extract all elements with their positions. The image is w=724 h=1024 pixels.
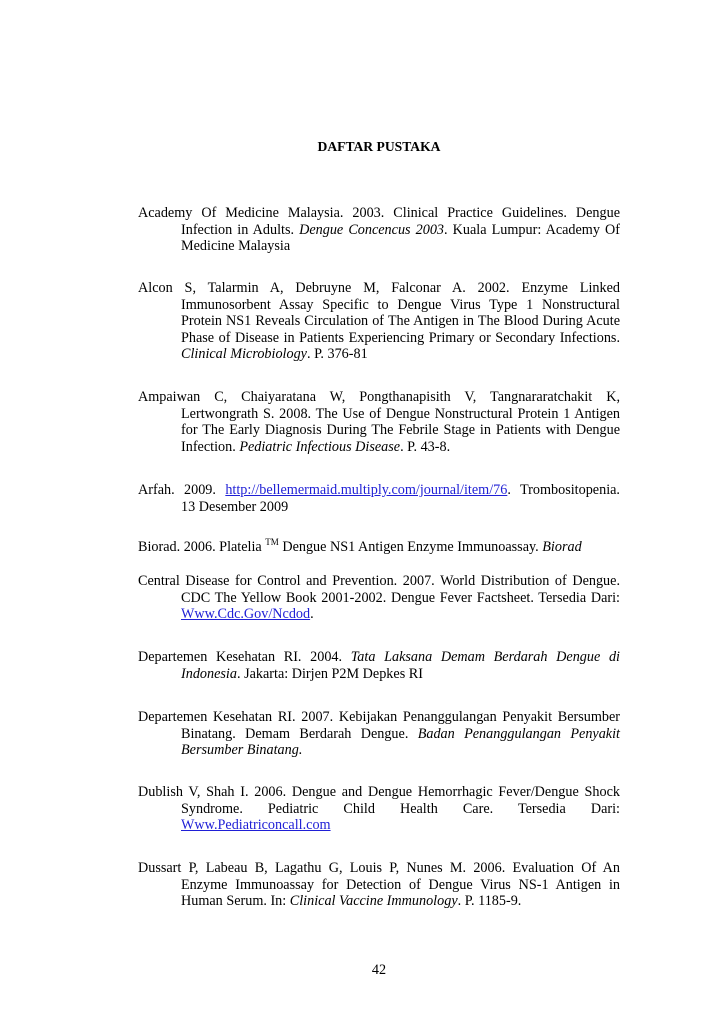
reference-source: Clinical Microbiology	[181, 346, 307, 363]
reference-text: . Kuala Lumpur: Academy Of Medicine Malaysia	[181, 221, 620, 255]
reference-text: Dussart P, Labeau B, Lagathu G, Louis P, Nunes M. 2006. Evaluation Of An Enzyme Immunoassay for Detection of Dengue Virus NS-1 Antigen in Human Serum. In:	[138, 860, 620, 910]
reference-text: Academy Of Medicine Malaysia. 2003. Clinical Practice Guidelines. Dengue Infection in Adults.	[138, 205, 620, 238]
reference-text: . Jakarta: Dirjen P2M Depkes RI	[236, 665, 423, 682]
reference-text: Ampaiwan C, Chaiyaratana W, Pongthanapisith V, Tangnararatchakit K, Lertwongrath S. 2008. The Use of Dengue Nonstructural Protein 1 Antigen for The Early Diagnosis During The Febrile Stage in Patients with Dengue Infection.	[138, 389, 620, 455]
reference-entry	[138, 860, 620, 910]
reference-link[interactable]: Www.Pediatriconcall.com	[181, 817, 331, 834]
reference-entry	[138, 573, 620, 623]
reference-source: Biorad	[542, 539, 582, 555]
reference-text: . P. 1185-9.	[457, 893, 522, 910]
reference-source: Dengue Concencus 2003	[299, 221, 445, 238]
reference-link[interactable]: http://bellemermaid.multiply.com/journal/item/76	[225, 482, 508, 498]
reference-source: Tata Laksana Demam Berdarah Dengue di Indonesia	[181, 649, 620, 682]
reference-entry	[138, 280, 620, 363]
reference-text: Dengue NS1 Antigen Enzyme Immunoassay.	[278, 539, 543, 555]
reference-text: Central Disease for Control and Prevention. 2007. World Distribution of Dengue. CDC The Yellow Book 2001-2002. Dengue Fever Factsheet. Tersedia Dari:	[138, 573, 620, 606]
reference-source: Pediatric Infectious Disease	[239, 438, 401, 455]
reference-text: Alcon S, Talarmin A, Debruyne M, Falconar A. 2002. Enzyme Linked Immunosorbent Assay Specific to Dengue Virus Type 1 Nonstructural Protein NS1 Reveals Circulation of The Antigen in The Blood During Acute Phase of Disease in Patients Experiencing Primary or Secondary Infections.	[138, 280, 620, 346]
page-title: DAFTAR PUSTAKA	[317, 139, 441, 154]
reference-text: Dublish V, Shah I. 2006. Dengue and Dengue Hemorrhagic Fever/Dengue Shock Syndrome. Pediatric Child Health Care. Tersedia Dari:	[138, 784, 620, 817]
reference-text: . Trombositopenia. 13 Desember 2009	[181, 482, 620, 515]
reference-entry	[138, 709, 620, 759]
reference-text: . P. 43-8.	[400, 438, 451, 455]
reference-entry	[138, 539, 620, 556]
trademark-mark: TM	[265, 537, 279, 547]
page-number: 42	[371, 962, 387, 978]
reference-text: .	[310, 606, 314, 623]
reference-entry	[138, 649, 620, 682]
reference-text: Departemen Kesehatan RI. 2007. Kebijakan Penanggulangan Penyakit Bersumber Binatang. Demam Berdarah Dengue.	[138, 709, 620, 742]
reference-text: Arfah. 2009.	[138, 482, 226, 498]
reference-text: Departemen Kesehatan RI. 2004.	[138, 649, 351, 665]
reference-text: Biorad. 2006. Platelia	[138, 539, 266, 555]
reference-text: . P. 376-81	[306, 346, 368, 363]
reference-entry	[138, 784, 620, 834]
reference-source: Clinical Vaccine Immunology	[289, 893, 458, 910]
reference-entry	[138, 205, 620, 255]
reference-link[interactable]: Www.Cdc.Gov/Ncdod	[181, 606, 311, 623]
reference-entry	[138, 482, 620, 515]
reference-source: Badan Penanggulangan Penyakit Bersumber Binatang.	[181, 725, 620, 759]
reference-entry	[138, 389, 620, 455]
